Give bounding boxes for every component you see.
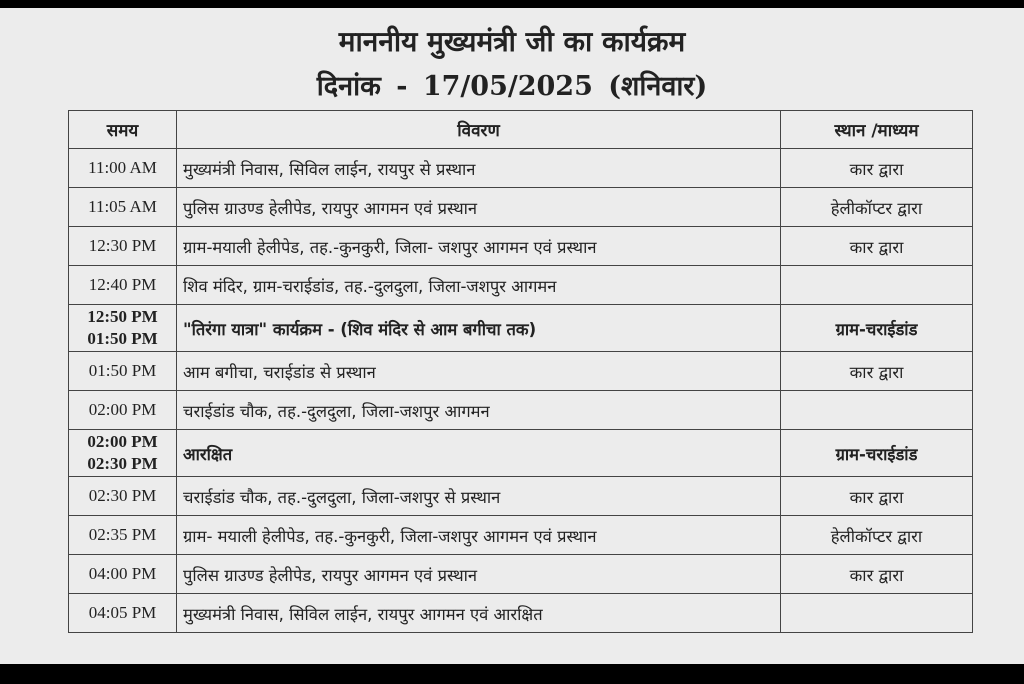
time-value: 01:50 PM (88, 361, 157, 380)
schedule-rows (69, 149, 973, 633)
place-cell: कार द्वारा (781, 352, 973, 391)
time-cell (69, 516, 177, 555)
description-cell: चराईडांड चौक, तह.-दुलदुला, जिला-जशपुर आगमन (177, 391, 781, 430)
time-value: 12:40 PM (88, 275, 157, 294)
table-row (69, 430, 973, 477)
date-value: 17/05/2025 (422, 71, 593, 102)
bottom-border (0, 664, 1024, 684)
date-separator: - (396, 71, 408, 102)
date-label: दिनांक (316, 71, 381, 102)
place-cell (781, 594, 973, 633)
time-cell (69, 188, 177, 227)
time-value: 11:00 AM (88, 158, 157, 177)
description-cell: मुख्यमंत्री निवास, सिविल लाईन, रायपुर से प्रस्थान (177, 149, 781, 188)
place-cell: कार द्वारा (781, 555, 973, 594)
description-cell: ग्राम- मयाली हेलीपेड, तह.-कुनकुरी, जिला-जशपुर आगमन एवं प्रस्थान (177, 516, 781, 555)
page-title: माननीय मुख्यमंत्री जी का कार्यक्रम (338, 25, 686, 58)
column-header-description: विवरण (177, 111, 781, 149)
time-cell (69, 227, 177, 266)
time-value: 04:00 PM (88, 564, 157, 583)
time-cell (69, 149, 177, 188)
table-row (69, 352, 973, 391)
place-cell (781, 391, 973, 430)
time-value: 11:05 AM (88, 197, 157, 216)
table-row (69, 149, 973, 188)
time-cell (69, 477, 177, 516)
description-cell: "तिरंगा यात्रा" कार्यक्रम - (शिव मंदिर से आम बगीचा तक) (177, 305, 781, 352)
time-value: 12:30 PM (88, 236, 157, 255)
time-value: 02:00 PM (87, 432, 158, 451)
description-cell: पुलिस ग्राउण्ड हेलीपेड, रायपुर आगमन एवं प्रस्थान (177, 555, 781, 594)
time-value: 04:05 PM (88, 603, 157, 622)
place-cell: हेलीकॉप्टर द्वारा (781, 516, 973, 555)
time-cell (69, 352, 177, 391)
description-cell: चराईडांड चौक, तह.-दुलदुला, जिला-जशपुर से प्रस्थान (177, 477, 781, 516)
column-header-place: स्थान /माध्यम (781, 111, 973, 149)
place-cell: ग्राम-चराईडांड (781, 305, 973, 352)
time-cell (69, 555, 177, 594)
date-line (0, 66, 1024, 103)
table-row (69, 391, 973, 430)
place-cell: कार द्वारा (781, 149, 973, 188)
header-row (69, 111, 973, 149)
document-page (0, 8, 1024, 664)
description-cell: आरक्षित (177, 430, 781, 477)
time-cell (69, 430, 177, 477)
table-row (69, 227, 973, 266)
time-cell (69, 594, 177, 633)
table-row (69, 305, 973, 352)
table-row (69, 188, 973, 227)
time-value: 02:35 PM (88, 525, 157, 544)
place-cell: कार द्वारा (781, 477, 973, 516)
place-cell: ग्राम-चराईडांड (781, 430, 973, 477)
table-row (69, 266, 973, 305)
schedule-table (68, 110, 973, 633)
place-cell: हेलीकॉप्टर द्वारा (781, 188, 973, 227)
table-row (69, 555, 973, 594)
table-row (69, 594, 973, 633)
table-row (69, 477, 973, 516)
day-value: (शनिवार) (608, 71, 708, 102)
description-cell: आम बगीचा, चराईडांड से प्रस्थान (177, 352, 781, 391)
time-value: 02:30 PM (88, 486, 157, 505)
time-cell (69, 305, 177, 352)
time-value: 01:50 PM (87, 329, 158, 348)
time-value: 02:30 PM (87, 454, 158, 473)
description-cell: मुख्यमंत्री निवास, सिविल लाईन, रायपुर आगमन एवं आरक्षित (177, 594, 781, 633)
time-value: 02:00 PM (88, 400, 157, 419)
description-cell: शिव मंदिर, ग्राम-चराईडांड, तह.-दुलदुला, जिला-जशपुर आगमन (177, 266, 781, 305)
column-header-time: समय (69, 111, 177, 149)
description-cell: पुलिस ग्राउण्ड हेलीपेड, रायपुर आगमन एवं प्रस्थान (177, 188, 781, 227)
table-row (69, 516, 973, 555)
place-cell (781, 266, 973, 305)
description-cell: ग्राम-मयाली हेलीपेड, तह.-कुनकुरी, जिला- जशपुर आगमन एवं प्रस्थान (177, 227, 781, 266)
time-cell (69, 266, 177, 305)
time-value: 12:50 PM (87, 307, 158, 326)
place-cell: कार द्वारा (781, 227, 973, 266)
time-cell (69, 391, 177, 430)
